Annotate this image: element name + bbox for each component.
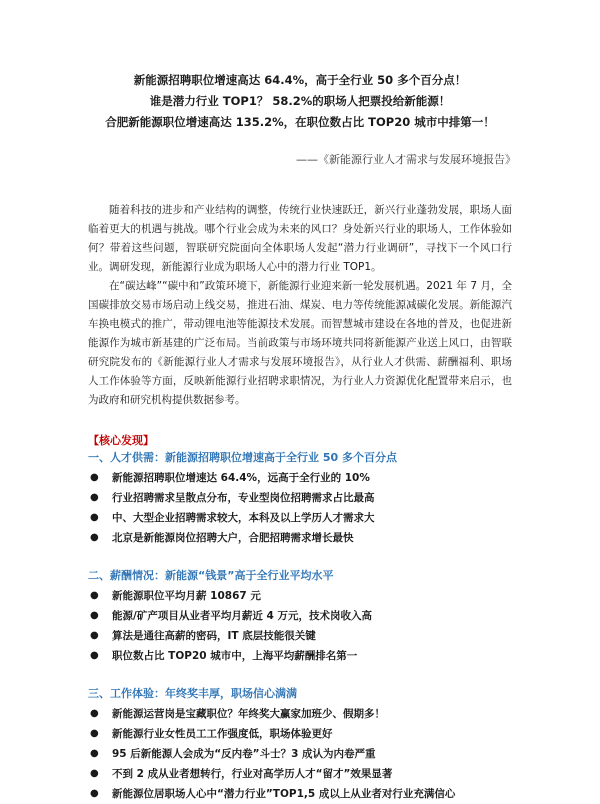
finding-item bbox=[88, 468, 512, 488]
finding-item bbox=[88, 606, 512, 626]
finding-item bbox=[88, 764, 512, 784]
section-talent-demand bbox=[88, 448, 512, 548]
report-source: ——《新能源行业人才需求与发展环境报告》 bbox=[296, 153, 516, 166]
intro-paragraph-2: 在“碳达峰”“碳中和”政策环境下，新能源行业迎来新一轮发展机遇。2021 年 7 月，全国碳排放交易市场启动上线交易，推进石油、煤炭、电力等传统能源减碳化发展。新能源汽车换电模式的推广，带动锂电池等能源技术发展。而智慧城市建设在各地的普及，也促进新能源作为城市新基建的广泛布局。当前政策与市场环境共同将新能源产业送上风口，由智联研究院发布的《新能源行业人才需求与发展环境报告》，从行业人才供需、薪酬福利、职场人工作体验等方面，反映新能源行业招聘求职情况，为行业人力资源优化配置带来启示，也为政府和研究机构提供数据参考。 bbox=[88, 280, 512, 406]
finding-item bbox=[88, 528, 512, 548]
finding-text: 职位数占比 TOP20 城市中，上海平均薪酬排名第一 bbox=[112, 650, 358, 662]
headline-3: 合肥新能源职位增速高达 135.2%，在职位数占比 TOP20 城市中排第一！ bbox=[105, 115, 495, 129]
bullet-icon: ● bbox=[90, 708, 99, 719]
bullet-icon: ● bbox=[90, 590, 99, 601]
finding-item bbox=[88, 508, 512, 528]
finding-text: 新能源行业女性员工工作强度低，职场体验更好 bbox=[112, 728, 333, 740]
finding-text: 新能源招聘职位增速达 64.4%，远高于全行业的 10% bbox=[112, 472, 370, 484]
bullet-icon: ● bbox=[90, 512, 99, 523]
finding-text: 不到 2 成从业者想转行，行业对高学历人才“留才”效果显著 bbox=[112, 768, 393, 780]
finding-list bbox=[88, 704, 512, 804]
section-title: 二、薪酬情况：新能源“钱景”高于全行业平均水平 bbox=[88, 569, 334, 582]
finding-text: 能源/矿产项目从业者平均月薪近 4 万元，技术岗收入高 bbox=[112, 610, 372, 622]
bullet-icon: ● bbox=[90, 748, 99, 759]
finding-text: 行业招聘需求呈散点分布，专业型岗位招聘需求占比最高 bbox=[112, 492, 375, 504]
core-findings-title: 【核心发现】 bbox=[88, 434, 154, 447]
intro-paragraph-1: 随着科技的进步和产业结构的调整，传统行业快速跃迁，新兴行业蓬勃发展，职场人面临着更大的机遇与挑战。哪个行业会成为未来的风口？身处新兴行业的职场人，工作体验如何？带着这些问题，智联研究院面向全体职场人发起“潜力行业调研”，寻找下一个风口行业。调研发现，新能源行业成为职场人心中的潜力行业 TOP1。 bbox=[88, 204, 512, 273]
finding-text: 北京是新能源岗位招聘大户，合肥招聘需求增长最快 bbox=[112, 532, 354, 544]
finding-text: 算法是通往高薪的密码，IT 底层技能很关键 bbox=[112, 630, 316, 642]
finding-item bbox=[88, 586, 512, 606]
finding-item bbox=[88, 646, 512, 666]
finding-item bbox=[88, 784, 512, 804]
section-title: 一、人才供需：新能源招聘职位增速高于全行业 50 多个百分点 bbox=[88, 451, 397, 464]
bullet-icon: ● bbox=[90, 630, 99, 641]
section-salary bbox=[88, 566, 512, 666]
bullet-icon: ● bbox=[90, 492, 99, 503]
bullet-icon: ● bbox=[90, 472, 99, 483]
section-work-experience bbox=[88, 684, 512, 804]
headline-2: 谁是潜力行业 TOP1？ 58.2%的职场人把票投给新能源！ bbox=[149, 94, 451, 108]
bullet-icon: ● bbox=[90, 532, 99, 543]
finding-text: 新能源职位平均月薪 10867 元 bbox=[112, 590, 261, 602]
finding-list bbox=[88, 586, 512, 666]
headline-block bbox=[88, 70, 512, 133]
section-title: 三、工作体验：年终奖丰厚，职场信心满满 bbox=[88, 687, 297, 700]
finding-item bbox=[88, 744, 512, 764]
bullet-icon: ● bbox=[90, 728, 99, 739]
bullet-icon: ● bbox=[90, 768, 99, 779]
finding-text: 新能源位居职场人心中“潜力行业”TOP1,5 成以上从业者对行业充满信心 bbox=[112, 788, 456, 800]
finding-item bbox=[88, 724, 512, 744]
bullet-icon: ● bbox=[90, 650, 99, 661]
finding-text: 中、大型企业招聘需求较大，本科及以上学历人才需求大 bbox=[112, 512, 375, 524]
bullet-icon: ● bbox=[90, 788, 99, 799]
finding-item bbox=[88, 626, 512, 646]
headline-1: 新能源招聘职位增速高达 64.4%，高于全行业 50 多个百分点！ bbox=[133, 73, 467, 87]
bullet-icon: ● bbox=[90, 610, 99, 621]
finding-item bbox=[88, 488, 512, 508]
finding-text: 新能源运营岗是宝藏职位？年终奖大赢家加班少、假期多！ bbox=[112, 708, 385, 720]
finding-item bbox=[88, 704, 512, 724]
finding-list bbox=[88, 468, 512, 548]
finding-text: 95 后新能源人会成为“反内卷”斗士？3 成认为内卷严重 bbox=[112, 748, 376, 760]
